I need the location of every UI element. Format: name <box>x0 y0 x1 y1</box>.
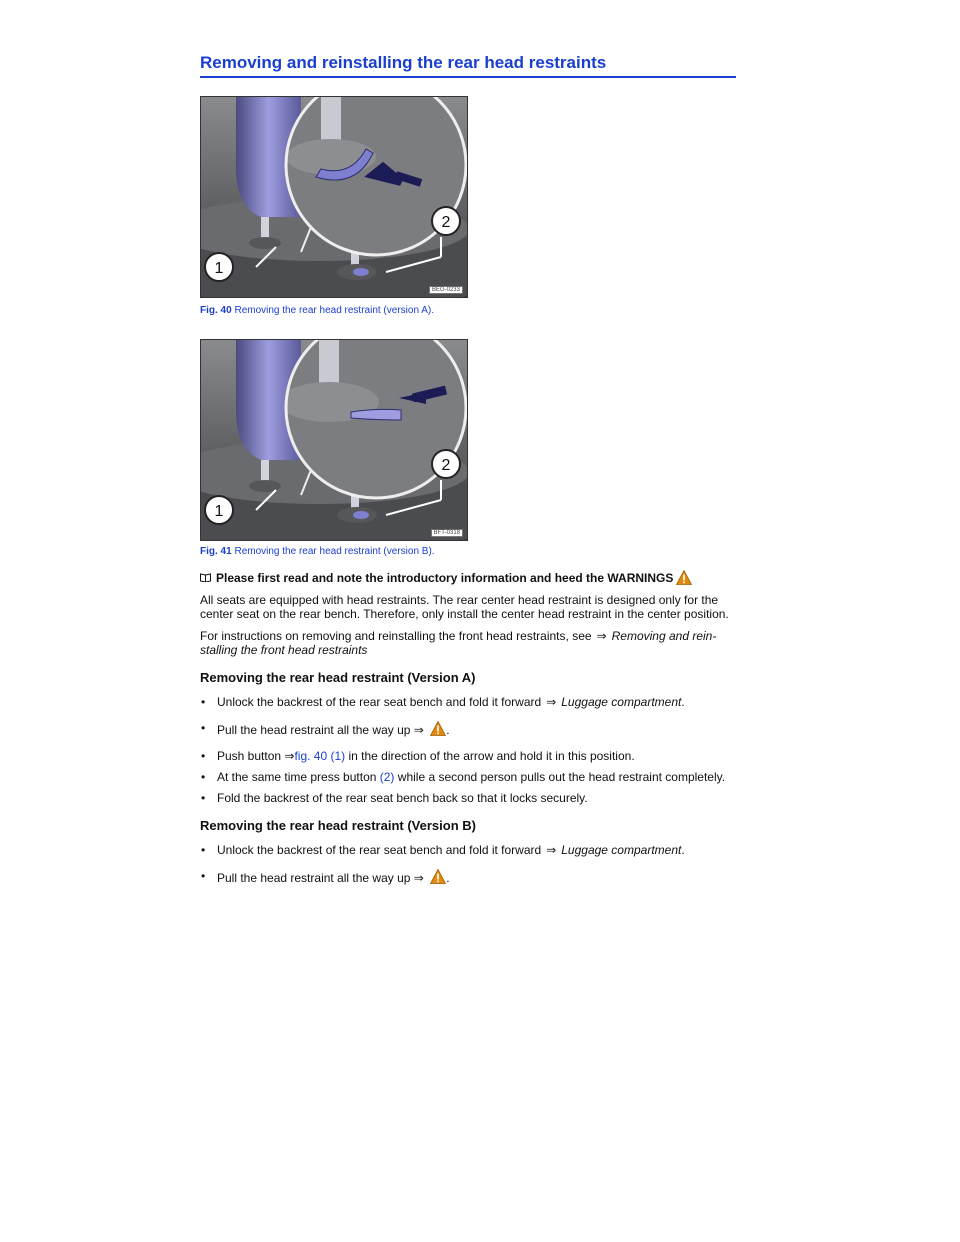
warning-triangle-icon[interactable] <box>430 721 446 736</box>
figure-40-caption: Fig. 40 Removing the rear head restraint (version A). <box>200 305 435 316</box>
callout-2: 2 <box>441 214 451 231</box>
book-icon <box>200 573 211 582</box>
section-a-steps <box>200 695 736 805</box>
intro-paragraph: All seats are equipped with head restraints. The rear center head restraint is designed only for the center seat on the rear bench. Therefore, only install the center head restraint in the center position. <box>200 593 729 621</box>
list-item: • Unlock the backrest of the rear seat bench and fold it forward ⇒ Luggage compartment. <box>200 843 736 857</box>
section-a-title: Removing the rear head restraint (Version A) <box>200 670 476 685</box>
main-content <box>200 570 736 897</box>
figure-code: BEG-0233 <box>429 286 463 294</box>
warning-triangle-icon[interactable] <box>676 570 692 585</box>
list-item: • Pull the head restraint all the way up ⇒ . <box>200 869 736 885</box>
button-2-link[interactable]: (2) <box>379 770 395 784</box>
front-restraints-link[interactable]: Removing and rein-stalling the front head restraints <box>200 629 717 657</box>
list-item: • Pull the head restraint all the way up ⇒ . <box>200 721 736 737</box>
figure-code: BFT-0318 <box>431 529 463 537</box>
section-b-title: Removing the rear head restraint (Version B) <box>200 818 476 833</box>
page-heading: Removing and reinstalling the rear head restraints <box>200 53 736 78</box>
intro-note-text: Please first read and note the introductory information and heed the WARNINGS <box>216 570 674 585</box>
luggage-compartment-link[interactable]: Luggage compartment <box>561 843 682 857</box>
figure-41-illustration <box>200 339 468 541</box>
luggage-compartment-link[interactable]: Luggage compartment <box>561 695 682 709</box>
callout-2: 2 <box>441 457 451 474</box>
callout-1: 1 <box>214 260 224 277</box>
figure-41-caption: Fig. 41 Removing the rear head restraint (version B). <box>200 546 435 557</box>
figure-label: Fig. 41 <box>200 546 232 557</box>
fig-40-link[interactable]: fig. 40 (1) <box>294 749 346 763</box>
list-item: • Unlock the backrest of the rear seat bench and fold it forward ⇒ Luggage compartment. <box>200 695 736 709</box>
front-restraints-reference: For instructions on removing and reinstalling the front head restraints, see ⇒ Removing and rein-stalling the front head restraints <box>200 629 717 657</box>
warning-triangle-icon[interactable] <box>430 869 446 884</box>
list-item: • Push button ⇒fig. 40 (1) in the direction of the arrow and hold it in this position. <box>200 749 736 763</box>
list-item: • Fold the backrest of the rear seat bench back so that it locks securely. <box>200 791 736 805</box>
figure-label: Fig. 40 <box>200 305 232 316</box>
callout-1: 1 <box>214 503 224 520</box>
intro-note <box>200 570 736 585</box>
section-b-steps <box>200 843 736 885</box>
list-item: • At the same time press button (2) while a second person pulls out the head restraint completely. <box>200 770 736 784</box>
figure-40-illustration <box>200 96 468 298</box>
